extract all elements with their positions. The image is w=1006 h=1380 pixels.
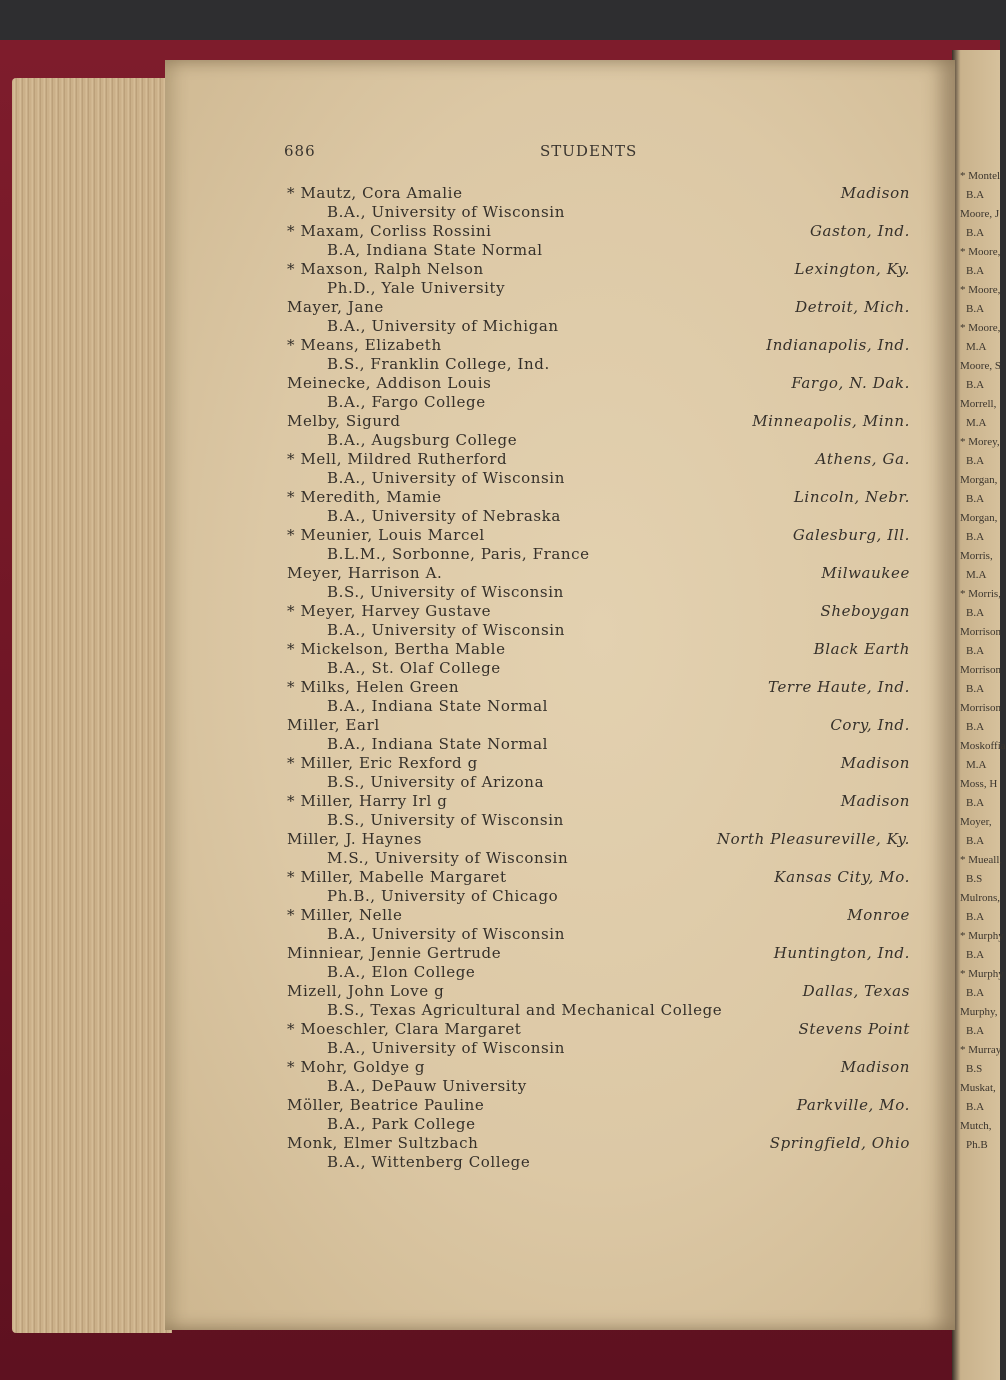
adjacent-page-fragment: Morgan, [960, 474, 998, 486]
student-name: * Means, Elizabeth [287, 336, 442, 354]
student-entry [287, 336, 912, 355]
adjacent-page-fragment: B.A [966, 645, 985, 657]
student-name: * Miller, Harry Irl g [287, 792, 448, 810]
student-degree-line [287, 1039, 912, 1058]
adjacent-page-fragment: * Mueall, [960, 854, 1003, 866]
student-name: * Miller, Nelle [287, 906, 403, 924]
adjacent-page-fragment: * Moore, [960, 246, 1001, 258]
student-degree-line [287, 241, 912, 260]
student-degree: B.A., Augsburg College [327, 431, 518, 449]
student-degree-line [287, 659, 912, 678]
adjacent-page-fragment: B.A [966, 1101, 985, 1113]
adjacent-page-fragment: B.S [966, 1063, 983, 1075]
adjacent-page-fragment: M.A [966, 341, 987, 353]
adjacent-page-fragment: B.A [966, 987, 985, 999]
student-hometown: Huntington, Ind. [773, 944, 910, 962]
student-hometown: Parkville, Mo. [796, 1096, 910, 1114]
student-degree: B.A., Wittenberg College [327, 1153, 531, 1171]
student-degree: B.A., DePauw University [327, 1077, 527, 1095]
student-hometown: Madison [840, 792, 910, 810]
student-name: * Meredith, Mamie [287, 488, 442, 506]
student-degree-line [287, 925, 912, 944]
adjacent-page-fragment: Murphy, [960, 1006, 998, 1018]
student-hometown: Terre Haute, Ind. [768, 678, 910, 696]
student-name: Minniear, Jennie Gertrude [287, 944, 502, 962]
student-hometown: Sheboygan [820, 602, 910, 620]
student-hometown: Cory, Ind. [830, 716, 910, 734]
student-hometown: Dallas, Texas [802, 982, 910, 1000]
running-head: STUDENTS [540, 142, 638, 160]
adjacent-page-fragment: Ph.B [966, 1139, 988, 1151]
student-name: Monk, Elmer Sultzbach [287, 1134, 479, 1152]
adjacent-page-fragment: B.A [966, 265, 985, 277]
adjacent-page-fragment: B.A [966, 227, 985, 239]
student-entry [287, 640, 912, 659]
adjacent-page-fragment: Moore, S [960, 360, 1001, 372]
student-name: Melby, Sigurd [287, 412, 401, 430]
student-hometown: Gaston, Ind. [809, 222, 910, 240]
adjacent-page-fragment: B.A [966, 949, 985, 961]
page-block-edges [12, 78, 172, 1333]
page-header [0, 142, 1000, 164]
student-degree: B.A., University of Wisconsin [327, 1039, 565, 1057]
student-degree: B.S., Franklin College, Ind. [327, 355, 550, 373]
student-hometown: Kansas City, Mo. [774, 868, 910, 886]
student-entry [287, 1134, 912, 1153]
student-entry [287, 184, 912, 203]
adjacent-page-fragment: * Murphy [960, 930, 1004, 942]
student-degree: B.A., Indiana State Normal [327, 735, 549, 753]
student-degree-line [287, 735, 912, 754]
adjacent-page-fragment: B.A [966, 493, 985, 505]
student-degree-line [287, 621, 912, 640]
student-degree: B.S., University of Wisconsin [327, 583, 564, 601]
student-degree: B.A., University of Michigan [327, 317, 559, 335]
student-entry [287, 906, 912, 925]
student-degree-line [287, 773, 912, 792]
student-hometown: Athens, Ga. [815, 450, 910, 468]
student-name: * Miller, Mabelle Margaret [287, 868, 507, 886]
student-name: * Mickelson, Bertha Mable [287, 640, 506, 658]
student-degree: B.A., Indiana State Normal [327, 697, 549, 715]
student-degree: B.A., Park College [327, 1115, 476, 1133]
student-degree-line [287, 963, 912, 982]
student-hometown: Madison [840, 1058, 910, 1076]
student-degree-line [287, 1115, 912, 1134]
student-hometown: North Pleasureville, Ky. [716, 830, 910, 848]
student-entry [287, 526, 912, 545]
student-degree: B.A., University of Nebraska [327, 507, 561, 525]
adjacent-page-fragment: B.A [966, 189, 985, 201]
adjacent-page-fragment: B.A [966, 683, 985, 695]
student-name: * Mell, Mildred Rutherford [287, 450, 508, 468]
student-degree: B.A., Elon College [327, 963, 476, 981]
student-hometown: Minneapolis, Minn. [752, 412, 910, 430]
adjacent-page-fragment: M.A [966, 569, 987, 581]
student-name: * Mohr, Goldye g [287, 1058, 426, 1076]
student-degree-line [287, 849, 912, 868]
adjacent-page-fragment: B.A [966, 531, 985, 543]
student-name: * Maxam, Corliss Rossini [287, 222, 492, 240]
student-name: * Milks, Helen Green [287, 678, 460, 696]
student-hometown: Galesburg, Ill. [792, 526, 910, 544]
student-degree-line [287, 469, 912, 488]
student-name: * Miller, Eric Rexford g [287, 754, 478, 772]
student-hometown: Black Earth [813, 640, 910, 658]
student-list [287, 184, 912, 1172]
student-hometown: Fargo, N. Dak. [791, 374, 910, 392]
student-degree-line [287, 887, 912, 906]
student-degree-line [287, 1077, 912, 1096]
adjacent-page-fragment: Morrison [960, 702, 1001, 714]
adjacent-page-fragment: Moss, H [960, 778, 998, 790]
student-degree: B.A., University of Wisconsin [327, 925, 565, 943]
student-degree-line [287, 697, 912, 716]
student-degree-line [287, 431, 912, 450]
adjacent-page-edge [952, 50, 1006, 1380]
student-hometown: Monroe [847, 906, 910, 924]
student-degree-line [287, 507, 912, 526]
adjacent-page-fragment: Morrell, [960, 398, 997, 410]
student-entry [287, 754, 912, 773]
adjacent-page-fragment: * Montel [960, 170, 1001, 182]
student-name: Miller, Earl [287, 716, 380, 734]
student-entry [287, 944, 912, 963]
adjacent-page-fragment: B.S [966, 873, 983, 885]
adjacent-page-fragment: B.A [966, 1025, 985, 1037]
student-hometown: Madison [840, 754, 910, 772]
student-name: * Moeschler, Clara Margaret [287, 1020, 522, 1038]
student-name: Meinecke, Addison Louis [287, 374, 492, 392]
student-entry [287, 260, 912, 279]
student-degree: Ph.B., University of Chicago [327, 887, 559, 905]
student-name: Meyer, Harrison A. [287, 564, 443, 582]
student-degree-line [287, 1153, 912, 1172]
adjacent-page-fragment: B.A [966, 607, 985, 619]
adjacent-page-fragment: Moore, J [960, 208, 1000, 220]
student-entry [287, 868, 912, 887]
student-degree-line [287, 811, 912, 830]
adjacent-page-fragment: * Murray [960, 1044, 1002, 1056]
student-name: Mayer, Jane [287, 298, 384, 316]
adjacent-page-fragment: B.A [966, 721, 985, 733]
student-degree: B.A., Fargo College [327, 393, 486, 411]
student-degree: B.S., University of Arizona [327, 773, 545, 791]
adjacent-page-fragment: Moyer, [960, 816, 992, 828]
student-name: * Meunier, Louis Marcel [287, 526, 485, 544]
student-hometown: Springfield, Ohio [769, 1134, 910, 1152]
adjacent-page-fragment: M.A [966, 759, 987, 771]
student-degree: Ph.D., Yale University [327, 279, 506, 297]
student-degree-line [287, 1001, 912, 1020]
student-entry [287, 982, 912, 1001]
student-entry [287, 564, 912, 583]
student-degree-line [287, 393, 912, 412]
adjacent-page-fragment: * Morey, [960, 436, 1000, 448]
adjacent-page-fragment: B.A [966, 303, 985, 315]
student-degree: B.A, Indiana State Normal [327, 241, 543, 259]
student-entry [287, 1020, 912, 1039]
student-hometown: Detroit, Mich. [795, 298, 910, 316]
student-hometown: Stevens Point [798, 1020, 910, 1038]
student-name: * Meyer, Harvey Gustave [287, 602, 492, 620]
adjacent-page-fragment: * Moore, [960, 284, 1001, 296]
student-entry [287, 450, 912, 469]
student-entry [287, 298, 912, 317]
student-degree-line [287, 545, 912, 564]
adjacent-page-fragment: Morgan, [960, 512, 998, 524]
adjacent-page-fragment: Mutch, [960, 1120, 992, 1132]
page-number: 686 [284, 142, 316, 160]
adjacent-page-fragment: B.A [966, 379, 985, 391]
student-degree: M.S., University of Wisconsin [327, 849, 569, 867]
student-name: * Maxson, Ralph Nelson [287, 260, 484, 278]
student-entry [287, 1096, 912, 1115]
student-entry [287, 792, 912, 811]
student-hometown: Lexington, Ky. [794, 260, 910, 278]
adjacent-page-fragment: * Moore, [960, 322, 1001, 334]
student-degree: B.A., University of Wisconsin [327, 203, 565, 221]
student-entry [287, 830, 912, 849]
student-degree-line [287, 355, 912, 374]
student-name: Mizell, John Love g [287, 982, 445, 1000]
student-hometown: Madison [840, 184, 910, 202]
student-hometown: Indianapolis, Ind. [766, 336, 910, 354]
student-hometown: Milwaukee [821, 564, 910, 582]
adjacent-page-fragment: * Murphy [960, 968, 1004, 980]
student-degree: B.A., St. Olaf College [327, 659, 501, 677]
student-entry [287, 488, 912, 507]
adjacent-page-fragment: * Morris, [960, 588, 1001, 600]
adjacent-page-fragment: Morrison [960, 664, 1001, 676]
student-entry [287, 374, 912, 393]
student-entry [287, 222, 912, 241]
student-entry [287, 716, 912, 735]
adjacent-page-fragment: Mulrons, [960, 892, 1001, 904]
adjacent-page-fragment: B.A [966, 797, 985, 809]
adjacent-page-fragment: B.A [966, 455, 985, 467]
adjacent-page-fragment: Morrison [960, 626, 1001, 638]
student-name: Möller, Beatrice Pauline [287, 1096, 485, 1114]
student-degree-line [287, 279, 912, 298]
adjacent-page-fragment: B.A [966, 835, 985, 847]
adjacent-page-fragment: M.A [966, 417, 987, 429]
student-degree: B.S., Texas Agricultural and Mechanical College [327, 1001, 723, 1019]
student-degree-line [287, 583, 912, 602]
student-entry [287, 678, 912, 697]
student-entry [287, 602, 912, 621]
student-entry [287, 1058, 912, 1077]
adjacent-page-fragment: Muskat, [960, 1082, 996, 1094]
student-degree: B.A., University of Wisconsin [327, 621, 565, 639]
adjacent-page-fragment: Morris, [960, 550, 993, 562]
student-hometown: Lincoln, Nebr. [793, 488, 910, 506]
student-name: Miller, J. Haynes [287, 830, 423, 848]
student-degree: B.S., University of Wisconsin [327, 811, 564, 829]
student-degree: B.A., University of Wisconsin [327, 469, 565, 487]
student-entry [287, 412, 912, 431]
student-degree: B.L.M., Sorbonne, Paris, France [327, 545, 590, 563]
student-degree-line [287, 317, 912, 336]
student-name: * Mautz, Cora Amalie [287, 184, 463, 202]
adjacent-page-fragment: B.A [966, 911, 985, 923]
student-degree-line [287, 203, 912, 222]
adjacent-page-fragment: Moskoffia [960, 740, 1006, 752]
